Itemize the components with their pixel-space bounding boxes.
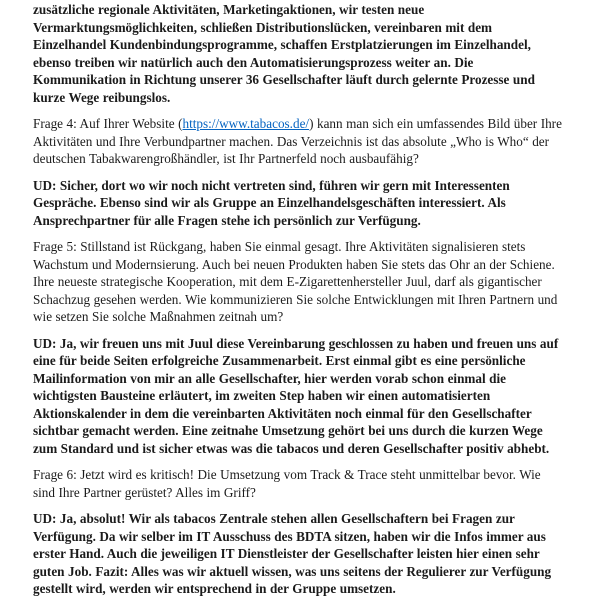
- answer-6-paragraph: UD: Ja, absolut! Wir als tabacos Zentrale stehen allen Gesellschaftern bei Fragen zur Verfügung. Da wir selber im IT Ausschuss des BDTA sitzen, haben wir die Infos immer aus erster Hand. Auch die jeweiligen IT Dienstleister der Gesellschafter leisten hier einen sehr guten Job. Fazit: Alles was wir aktuell wissen, was uns seitens der Regulierer zur Verfügung gestellt wird, werden wir entsprechend in der Gruppe umsetzen.: [33, 511, 552, 596]
- question-4-text-before-link: Frage 4: Auf Ihrer Website (: [33, 116, 183, 131]
- question-4-text-after-link: ) kann man sich ein umfassendes Bild über Ihre Aktivitäten und Ihre Verbundpartner machen. Das Verzeichnis ist das absolute „Who is Who“ der deutschen Tabakwarengroßhändler, ist Ihr Partnerfeld noch ausbaufähig?: [33, 116, 562, 166]
- question-4-paragraph: [33, 115, 564, 168]
- answer-paragraph-continuation: zusätzliche regionale Aktivitäten, Marketingaktionen, wir testen neue Vermarktungsmöglichkeiten, schließen Distributionslücken, vereinbaren mit dem Einzelhandel Kundenbindungsprogramme, schaffen Erstplatzierungen im Einzelhandel, ebenso treiben wir natürlich auch den Automatisierungsprozess weiter an. Die Kommunikation in Richtung unserer 36 Gesellschafter läuft durch gelernte Prozesse und kurze Wege reibungslos.: [33, 2, 535, 105]
- tabacos-website-link[interactable]: https://www.tabacos.de/: [182, 116, 310, 131]
- answer-5-paragraph: UD: Ja, wir freuen uns mit Juul diese Vereinbarung geschlossen zu haben und freuen uns auf eine für beide Seiten erfolgreiche Zusammenarbeit. Erst einmal gibt es eine persönliche Mailinformation von mir an alle Gesellschafter, hier werden vorab schon einmal die wichtigsten Bausteine erläutert, im zweiten Step haben wir einen automatisierten Aktionskalender in dem die vereinbarten Aktivitäten noch einmal für den Gesellschafter sichtbar gemacht werden. Eine zeitnahe Umsetzung gehört bei uns durch die kurzen Wege zum Standard und ist sicher etwas was die tabacos und deren Gesellschafter positiv abhebt.: [33, 335, 559, 456]
- question-5-paragraph: Frage 5: Stillstand ist Rückgang, haben Sie einmal gesagt. Ihre Aktivitäten signalisieren stets Wachstum und Modernsierung. Auch bei neuen Produkten haben Sie stets das Ohr an der Schiene. Ihre neueste strategische Kooperation, mit dem E-Zigarettenhersteller Juul, darf als gigantischer Schachzug gesehen werden. Wie kommunizieren Sie solche Entwicklungen mit Ihren Partnern und wie setzen Sie solche Maßnahmen zeitnah um?: [33, 239, 558, 324]
- question-6-paragraph: Frage 6: Jetzt wird es kritisch! Die Umsetzung vom Track & Trace steht unmittelbar bevor. Wie sind Ihre Partner gerüstet? Alles im Griff?: [33, 467, 541, 500]
- answer-4-paragraph: UD: Sicher, dort wo wir noch nicht vertreten sind, führen wir gern mit Interessenten Gespräche. Ebenso sind wir als Gruppe an Einzelhandelsgeschäften interessiert. Als Ansprechpartner für alle Fragen stehe ich persönlich zur Verfügung.: [33, 177, 510, 228]
